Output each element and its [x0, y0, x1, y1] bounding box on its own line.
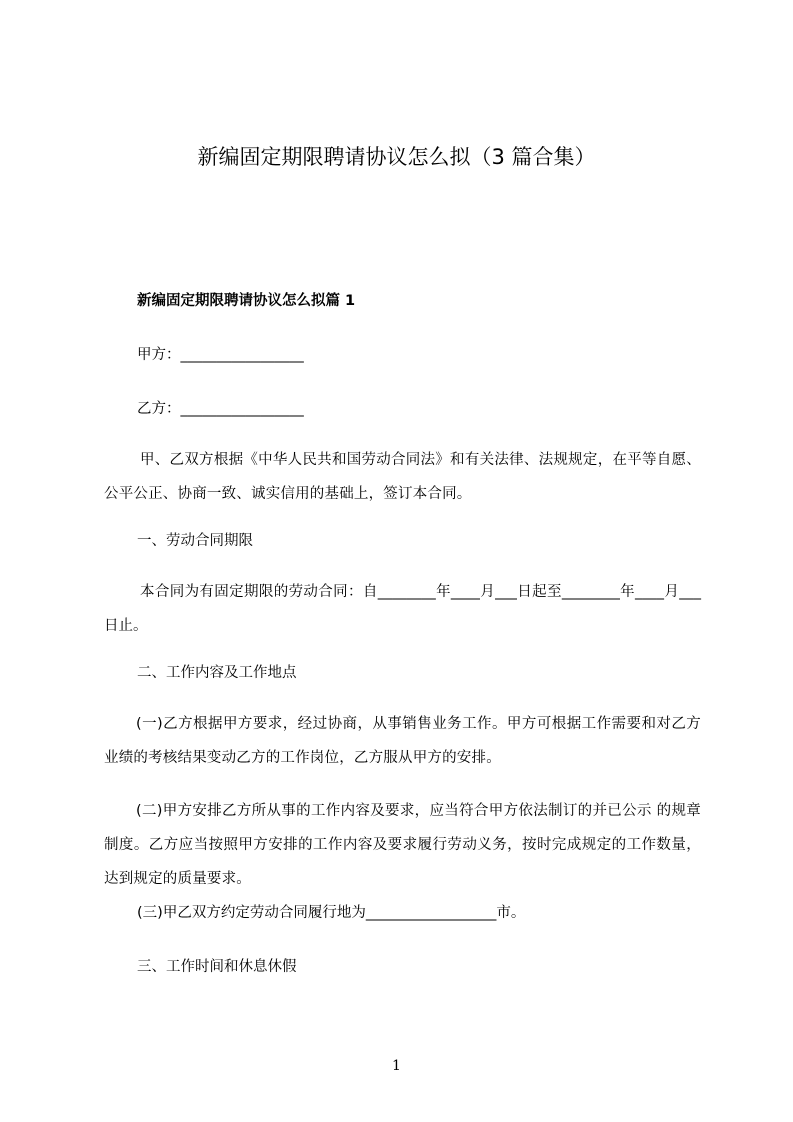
document-title: 新编固定期限聘请协议怎么拟（3 篇合集） — [197, 145, 596, 169]
heading-contract-term: 一、劳动合同期限 — [137, 533, 253, 549]
clause-2-1-paragraph: (一)乙方根据甲方要求，经过协商，从事销售业务工作。甲方可根据工作需要和对乙方业绩的考核结果变动乙方的工作岗位，乙方服从甲方的安排。 — [104, 716, 701, 766]
party-a-line: 甲方：_________________ — [137, 347, 304, 363]
clause-2-3-line: (三)甲乙双方约定劳动合同履行地为__________________市。 — [137, 905, 526, 921]
page-number: 1 — [392, 1058, 401, 1074]
heading-work-content: 二、工作内容及工作地点 — [137, 665, 297, 681]
clause-2-2-paragraph: (二)甲方安排乙方所从事的工作内容及要求，应当符合甲方依法制订的并已公示 的规章制度。乙方应当按照甲方安排的工作内容及要求履行劳动义务，按时完成规定的工作数量，达到规定的质量要求。 — [104, 803, 701, 887]
section-heading: 新编固定期限聘请协议怎么拟篇 1 — [137, 293, 356, 309]
term-clause-paragraph: 本合同为有固定期限的劳动合同：自________年____月___日起至________年____月___日止。 — [104, 584, 701, 634]
heading-work-hours: 三、工作时间和休息休假 — [137, 959, 297, 975]
party-b-line: 乙方：_________________ — [137, 401, 304, 417]
intro-paragraph: 甲、乙双方根据《中华人民共和国劳动合同法》和有关法律、法规规定，在平等自愿、公平公正、协商一致、诚实信用的基础上，签订本合同。 — [104, 452, 701, 502]
